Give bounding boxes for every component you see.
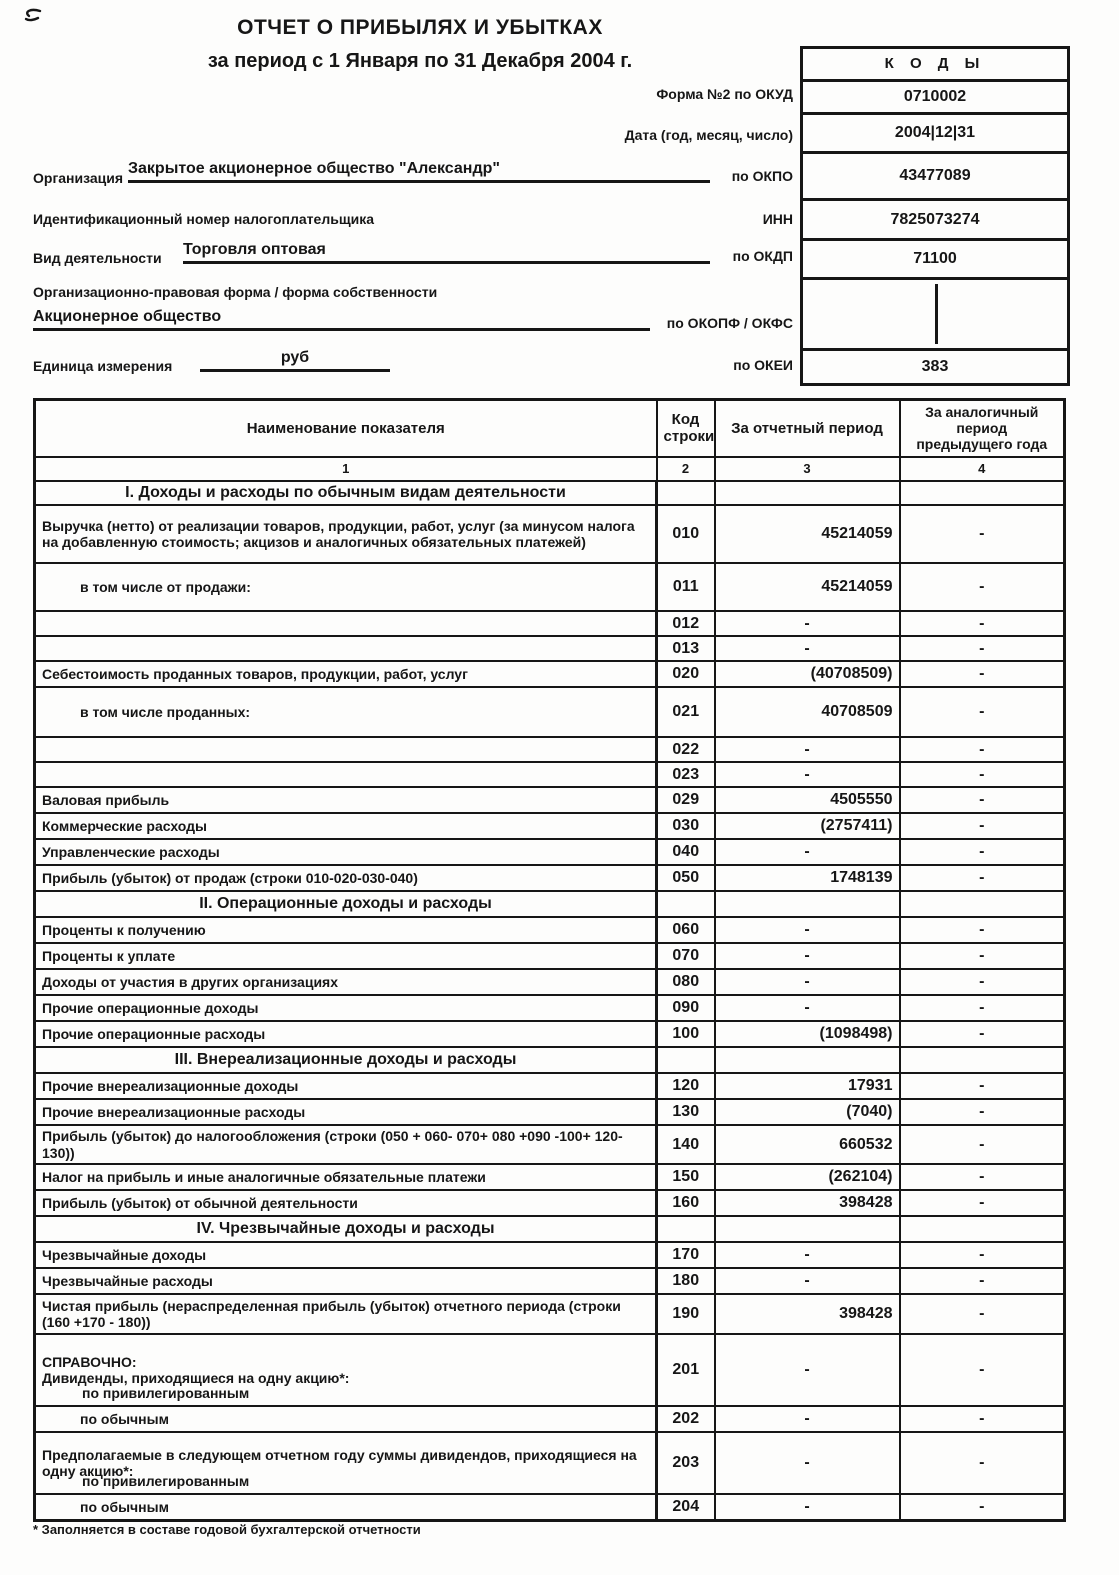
line-code-cell: 170 xyxy=(657,1242,715,1268)
line-code-cell: 180 xyxy=(657,1268,715,1294)
section-title: III. Внереализационные доходы и расходы xyxy=(35,1047,657,1073)
report-table xyxy=(33,398,1066,1522)
indicator-name-cell xyxy=(35,943,657,969)
line-code-cell: 160 xyxy=(657,1190,715,1216)
column-number-2: 2 xyxy=(657,457,715,481)
table-row xyxy=(35,1242,1065,1268)
period-value-cell: (262104) xyxy=(715,1164,900,1190)
column-number-3: 3 xyxy=(715,457,900,481)
table-row xyxy=(35,1164,1065,1190)
indicator-name-cell xyxy=(35,917,657,943)
period-value-cell: 45214059 xyxy=(715,563,900,611)
row-label: Прибыль (убыток) от обычной деятельности xyxy=(42,1195,358,1212)
line-code-cell: 013 xyxy=(657,636,715,661)
table-row xyxy=(35,611,1065,636)
date-label: Дата (год, месяц, число) xyxy=(624,127,793,143)
page-subtitle: за период с 1 Января по 31 Декабря 2004 г. xyxy=(207,50,633,72)
period-value-cell: 1748139 xyxy=(715,865,900,891)
codes-box-title: К О Д Ы xyxy=(803,49,1067,82)
indicator-name-cell xyxy=(35,1073,657,1099)
row-label: СПРАВОЧНО: Дивиденды, приходящиеся на одну акцию*: xyxy=(42,1353,350,1387)
period-value-cell: 45214059 xyxy=(715,505,900,563)
prev-value-cell: - xyxy=(900,1021,1065,1047)
table-row xyxy=(35,636,1065,661)
line-code-cell: 050 xyxy=(657,865,715,891)
indicator-name-cell xyxy=(35,661,657,687)
period-value-cell: - xyxy=(715,1406,900,1432)
column-header-code: Код строки xyxy=(657,400,715,457)
row-label: Прочие операционные доходы xyxy=(42,1000,259,1017)
section-title: I. Доходы и расходы по обычным видам деятельности xyxy=(35,481,657,506)
period-value-cell: - xyxy=(715,737,900,762)
table-row xyxy=(35,661,1065,687)
table-row xyxy=(35,943,1065,969)
section-row xyxy=(35,891,1065,917)
indicator-name-cell xyxy=(35,1334,657,1406)
row-label: Управленческие расходы xyxy=(42,844,220,861)
line-code-cell: 030 xyxy=(657,813,715,839)
table-row xyxy=(35,1268,1065,1294)
prev-cell xyxy=(900,891,1065,917)
row-label: по обычным xyxy=(80,1498,169,1515)
period-value-cell: - xyxy=(715,1334,900,1406)
prev-value-cell: - xyxy=(900,1190,1065,1216)
period-value-cell: 4505550 xyxy=(715,787,900,813)
row-label: в том числе проданных: xyxy=(80,704,251,721)
period-cell xyxy=(715,481,900,506)
line-code-cell: 204 xyxy=(657,1494,715,1520)
code-cell xyxy=(657,481,715,506)
prev-value-cell: - xyxy=(900,636,1065,661)
code-cell xyxy=(657,1216,715,1242)
activity-label: Вид деятельности xyxy=(33,250,162,266)
unit-label: Единица измерения xyxy=(33,358,173,374)
line-code-cell: 012 xyxy=(657,611,715,636)
period-value-cell: - xyxy=(715,1432,900,1494)
prev-cell xyxy=(900,481,1065,506)
inn-left-label: Идентификационный номер налогоплательщика xyxy=(33,211,375,227)
line-code-cell: 140 xyxy=(657,1125,715,1164)
table-row xyxy=(35,865,1065,891)
row-label: Проценты к получению xyxy=(42,922,206,939)
indicator-name-cell xyxy=(35,1099,657,1125)
row-label: в том числе от продажи: xyxy=(80,579,251,596)
column-header-prev: За аналогичный период предыдущего года xyxy=(900,400,1065,457)
row-label: Чрезвычайные доходы xyxy=(42,1247,207,1264)
okopf-label: по ОКОПФ / ОКФС xyxy=(666,315,793,331)
indicator-name-cell xyxy=(35,839,657,865)
indicator-name-cell xyxy=(35,1494,657,1520)
unit-value: руб xyxy=(200,349,390,372)
period-value-cell: (7040) xyxy=(715,1099,900,1125)
period-value-cell: - xyxy=(715,1268,900,1294)
form-okud-label: Форма №2 по ОКУД xyxy=(656,86,793,102)
period-value-cell: - xyxy=(715,1494,900,1520)
line-code-cell: 011 xyxy=(657,563,715,611)
row-label: Выручка (нетто) от реализации товаров, продукции, работ, услуг (за минусом налога на добавленную стоимость; акцизов и аналогичных обязательных платежей) xyxy=(42,517,635,551)
table-row xyxy=(35,1125,1065,1164)
prev-value-cell: - xyxy=(900,995,1065,1021)
table-row xyxy=(35,505,1065,563)
period-value-cell: - xyxy=(715,969,900,995)
row-label: Коммерческие расходы xyxy=(42,818,208,835)
date-code-value: 2004|12|31 xyxy=(803,115,1067,154)
row-label: Себестоимость проданных товаров, продукции, работ, услуг xyxy=(42,666,468,683)
okopf-okfs-divider xyxy=(935,284,938,344)
table-row xyxy=(35,995,1065,1021)
prev-value-cell: - xyxy=(900,917,1065,943)
prev-value-cell: - xyxy=(900,687,1065,737)
indicator-name-cell xyxy=(35,787,657,813)
indicator-name-cell xyxy=(35,762,657,787)
line-code-cell: 020 xyxy=(657,661,715,687)
table-row xyxy=(35,1494,1065,1520)
table-row xyxy=(35,563,1065,611)
section-row xyxy=(35,1047,1065,1073)
line-code-cell: 040 xyxy=(657,839,715,865)
table-row xyxy=(35,839,1065,865)
organization-label: Организация xyxy=(33,170,124,186)
prev-value-cell: - xyxy=(900,1294,1065,1334)
prev-value-cell: - xyxy=(900,1242,1065,1268)
period-cell xyxy=(715,1047,900,1073)
indicator-name-cell xyxy=(35,563,657,611)
table-row xyxy=(35,1406,1065,1432)
row-label: Налог на прибыль и иные аналогичные обязательные платежи xyxy=(42,1169,486,1186)
line-code-cell: 150 xyxy=(657,1164,715,1190)
period-value-cell: - xyxy=(715,611,900,636)
indicator-name-cell xyxy=(35,1190,657,1216)
table-row xyxy=(35,1334,1065,1406)
indicator-name-cell xyxy=(35,1164,657,1190)
table-row xyxy=(35,737,1065,762)
row-label: Чрезвычайные расходы xyxy=(42,1273,213,1290)
period-value-cell: - xyxy=(715,1242,900,1268)
inn-code-value: 7825073274 xyxy=(803,201,1067,241)
prev-value-cell: - xyxy=(900,505,1065,563)
table-row xyxy=(35,1073,1065,1099)
table-row xyxy=(35,1021,1065,1047)
line-code-cell: 202 xyxy=(657,1406,715,1432)
inn-label: ИНН xyxy=(762,211,793,227)
okei-code-value: 383 xyxy=(921,358,949,375)
section-row xyxy=(35,1216,1065,1242)
indicator-name-cell xyxy=(35,865,657,891)
row-label: Прочие внереализационные доходы xyxy=(42,1078,299,1095)
line-code-cell: 022 xyxy=(657,737,715,762)
row-label: Прибыль (убыток) до налогообложения (строки (050 + 060- 070+ 080 +090 -100+ 120- 130)) xyxy=(42,1128,623,1161)
prev-value-cell: - xyxy=(900,1432,1065,1494)
prev-value-cell: - xyxy=(900,661,1065,687)
line-code-cell: 080 xyxy=(657,969,715,995)
report-table-body xyxy=(35,481,1065,1521)
row-label: Предполагаемые в следующем отчетном году суммы дивидендов, приходящиеся на одну акцию*: xyxy=(42,1446,637,1480)
period-value-cell: (40708509) xyxy=(715,661,900,687)
line-code-cell: 023 xyxy=(657,762,715,787)
table-row xyxy=(35,969,1065,995)
table-header-row xyxy=(35,400,1065,457)
period-value-cell: 398428 xyxy=(715,1294,900,1334)
indicator-name-cell xyxy=(35,1432,657,1494)
column-header-period: За отчетный период xyxy=(715,400,900,457)
indicator-name-cell xyxy=(35,636,657,661)
prev-value-cell: - xyxy=(900,943,1065,969)
indicator-name-cell xyxy=(35,1406,657,1432)
period-value-cell: - xyxy=(715,917,900,943)
prev-value-cell: - xyxy=(900,1073,1065,1099)
line-code-cell: 100 xyxy=(657,1021,715,1047)
prev-value-cell: - xyxy=(900,865,1065,891)
line-code-cell: 029 xyxy=(657,787,715,813)
indicator-name-cell xyxy=(35,737,657,762)
prev-value-cell: - xyxy=(900,1099,1065,1125)
code-cell xyxy=(657,1047,715,1073)
row-label: Прочие операционные расходы xyxy=(42,1026,266,1043)
indicator-name-cell xyxy=(35,1268,657,1294)
table-row xyxy=(35,1294,1065,1334)
indicator-name-cell xyxy=(35,813,657,839)
legal-form-label: Организационно-правовая форма / форма собственности xyxy=(33,284,438,300)
row-label: Чистая прибыль (нераспределенная прибыль (убыток) отчетного периода (строки (160 +170 - 180)) xyxy=(42,1297,621,1331)
indicator-name-cell xyxy=(35,611,657,636)
period-value-cell: - xyxy=(715,995,900,1021)
column-header-name: Наименование показателя xyxy=(35,400,657,457)
line-code-cell: 090 xyxy=(657,995,715,1021)
table-row xyxy=(35,1432,1065,1494)
table-row xyxy=(35,813,1065,839)
prev-value-cell: - xyxy=(900,969,1065,995)
line-code-cell: 120 xyxy=(657,1073,715,1099)
prev-value-cell: - xyxy=(900,737,1065,762)
indicator-name-cell xyxy=(35,1125,657,1164)
line-code-cell: 070 xyxy=(657,943,715,969)
prev-value-cell: - xyxy=(900,1125,1065,1164)
okei-label: по ОКЕИ xyxy=(733,357,793,373)
legal-form-value: Акционерное общество xyxy=(33,308,650,331)
organization-value: Закрытое акционерное общество "Александр" xyxy=(128,160,710,183)
page-title: ОТЧЕТ О ПРИБЫЛЯХ И УБЫТКАХ xyxy=(237,16,603,39)
code-cell xyxy=(657,891,715,917)
section-title: IV. Чрезвычайные доходы и расходы xyxy=(35,1216,657,1242)
prev-value-cell: - xyxy=(900,839,1065,865)
okdp-label: по ОКДП xyxy=(732,248,793,264)
prev-value-cell: - xyxy=(900,1164,1065,1190)
table-row xyxy=(35,687,1065,737)
prev-value-cell: - xyxy=(900,563,1065,611)
row-label: Прибыль (убыток) от продаж (строки 010-020-030-040) xyxy=(42,870,418,887)
okopf-code-cell xyxy=(803,280,1067,351)
period-value-cell: 398428 xyxy=(715,1190,900,1216)
activity-value: Торговля оптовая xyxy=(183,241,710,264)
indicator-name-cell xyxy=(35,1294,657,1334)
row-label: Валовая прибыль xyxy=(42,792,170,809)
indicator-name-cell xyxy=(35,505,657,563)
prev-value-cell: - xyxy=(900,762,1065,787)
line-code-cell: 203 xyxy=(657,1432,715,1494)
footnote: * Заполняется в составе годовой бухгалтерской отчетности xyxy=(33,1522,421,1537)
column-numbers-row xyxy=(35,457,1065,481)
period-value-cell: - xyxy=(715,762,900,787)
prev-value-cell: - xyxy=(900,1406,1065,1432)
indicator-name-cell xyxy=(35,687,657,737)
prev-value-cell: - xyxy=(900,787,1065,813)
period-value-cell: (2757411) xyxy=(715,813,900,839)
okdp-code-value: 71100 xyxy=(803,241,1067,280)
period-value-cell: - xyxy=(715,839,900,865)
period-value-cell: 17931 xyxy=(715,1073,900,1099)
prev-value-cell: - xyxy=(900,813,1065,839)
row-sublabel: по привилегированным xyxy=(82,1384,250,1401)
period-value-cell: 660532 xyxy=(715,1125,900,1164)
prev-value-cell: - xyxy=(900,1334,1065,1406)
indicator-name-cell xyxy=(35,969,657,995)
prev-value-cell: - xyxy=(900,1268,1065,1294)
okpo-code-value: 43477089 xyxy=(803,154,1067,201)
row-label: по обычным xyxy=(80,1411,169,1428)
okud-code-value: 0710002 xyxy=(803,82,1067,115)
row-label: Прочие внереализационные расходы xyxy=(42,1104,306,1121)
period-value-cell: - xyxy=(715,943,900,969)
line-code-cell: 201 xyxy=(657,1334,715,1406)
indicator-name-cell xyxy=(35,1242,657,1268)
period-value-cell: - xyxy=(715,636,900,661)
codes-box xyxy=(800,46,1070,386)
column-number-4: 4 xyxy=(900,457,1065,481)
table-row xyxy=(35,917,1065,943)
table-row xyxy=(35,762,1065,787)
line-code-cell: 130 xyxy=(657,1099,715,1125)
line-code-cell: 010 xyxy=(657,505,715,563)
indicator-name-cell xyxy=(35,1021,657,1047)
row-sublabel: по привилегированным xyxy=(82,1472,250,1489)
line-code-cell: 060 xyxy=(657,917,715,943)
table-row xyxy=(35,787,1065,813)
prev-value-cell: - xyxy=(900,611,1065,636)
table-row xyxy=(35,1099,1065,1125)
row-label: Доходы от участия в других организациях xyxy=(42,974,339,991)
line-code-cell: 021 xyxy=(657,687,715,737)
section-row xyxy=(35,481,1065,506)
okpo-label: по ОКПО xyxy=(731,168,793,184)
line-code-cell: 190 xyxy=(657,1294,715,1334)
period-value-cell: 40708509 xyxy=(715,687,900,737)
period-cell xyxy=(715,1216,900,1242)
column-number-1: 1 xyxy=(35,457,657,481)
indicator-name-cell xyxy=(35,995,657,1021)
prev-cell xyxy=(900,1216,1065,1242)
row-label: Проценты к уплате xyxy=(42,948,176,965)
prev-cell xyxy=(900,1047,1065,1073)
prev-value-cell: - xyxy=(900,1494,1065,1520)
table-row xyxy=(35,1190,1065,1216)
period-cell xyxy=(715,891,900,917)
section-title: II. Операционные доходы и расходы xyxy=(35,891,657,917)
period-value-cell: (1098498) xyxy=(715,1021,900,1047)
